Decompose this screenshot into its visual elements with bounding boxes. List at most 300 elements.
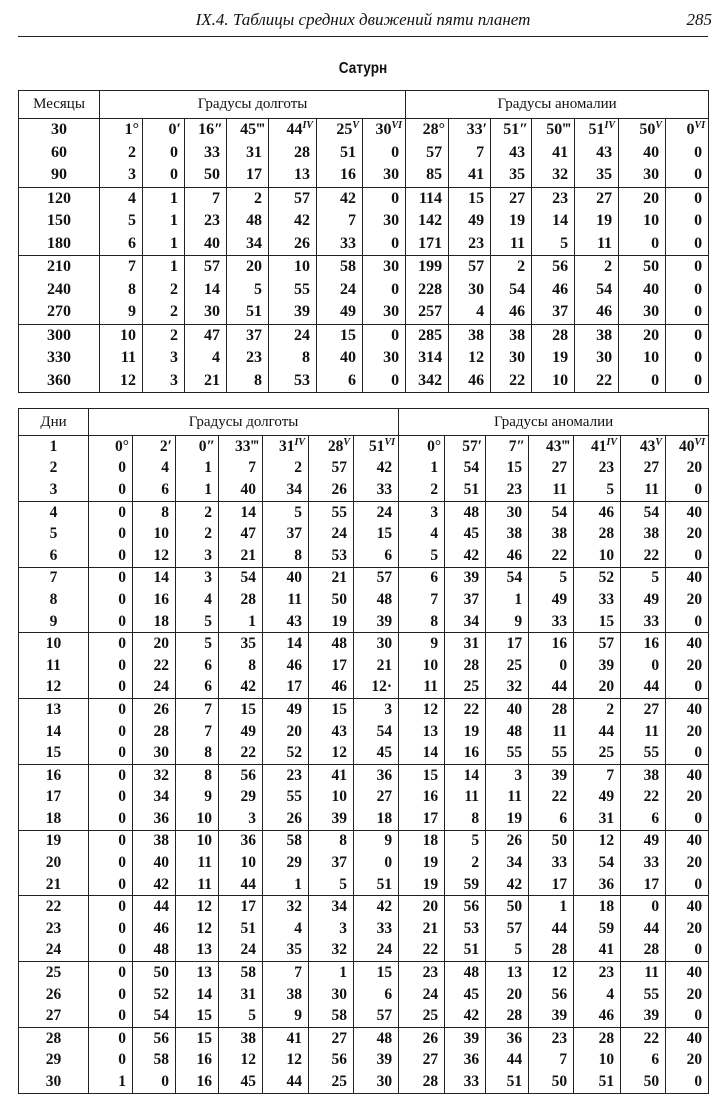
cell-value: 18: [153, 612, 169, 630]
cell-value: 28: [422, 1073, 439, 1091]
cell-value: 0: [694, 612, 703, 630]
cell-value: 42: [463, 1007, 480, 1025]
anomaly-cell: [399, 787, 445, 809]
cell-value: 50: [643, 258, 660, 276]
longitude-cell: [309, 764, 354, 786]
anomaly-cell: [399, 742, 445, 764]
anomaly-cell: [406, 164, 449, 187]
cell-value: 39: [294, 303, 310, 321]
cell-value: 0: [118, 766, 126, 784]
cell-value: 7: [430, 590, 439, 608]
anomaly-cell: [574, 1005, 621, 1027]
longitude-cell: [263, 1071, 309, 1093]
cell-value: 33: [551, 612, 568, 630]
cell-value: 28: [598, 525, 615, 543]
anomaly-cell: [574, 611, 621, 633]
cell-value: 39: [551, 1007, 568, 1025]
cell-value: 11: [197, 854, 212, 872]
anomaly-cell: [621, 940, 666, 962]
longitude-cell: [89, 852, 133, 874]
longitude-cell: [309, 1050, 354, 1072]
anomaly-cell: [666, 347, 709, 370]
anomaly-cell: [486, 852, 529, 874]
cell-value: 46: [153, 919, 169, 937]
cell-value: 12: [331, 744, 347, 762]
cell-value: 35: [509, 166, 526, 184]
cell-value: 25: [463, 678, 480, 696]
unit-mark: °: [122, 437, 129, 455]
cell-value: 30: [468, 280, 485, 298]
anomaly-cell: [621, 918, 666, 940]
cell-value: 23: [286, 766, 302, 784]
unit-mark: ′: [167, 437, 172, 455]
anomaly-cell: [529, 589, 574, 611]
anomaly-cell: [574, 1071, 621, 1093]
cell-value: 49: [643, 832, 660, 850]
cell-value: 54: [551, 503, 568, 521]
anomaly-cell: [486, 1005, 529, 1027]
cell-value: 38: [509, 326, 526, 344]
anomaly-cell: [529, 479, 574, 501]
longitude-cell: [317, 370, 363, 393]
table-row: [19, 874, 709, 896]
row-label: 23: [19, 918, 89, 940]
cell-value: 21: [331, 569, 347, 587]
cell-value: 5: [471, 832, 480, 850]
cell-value: 27: [596, 189, 613, 207]
anomaly-cell: [486, 589, 529, 611]
cell-value: 22: [422, 941, 439, 959]
longitude-cell: [176, 677, 219, 699]
cell-value: 0: [118, 898, 126, 916]
cell-value: 17: [551, 875, 568, 893]
cell-value: 33: [551, 854, 568, 872]
longitude-cell: [89, 721, 133, 743]
cell-value: 31: [240, 985, 256, 1003]
cell-value: 28: [551, 941, 568, 959]
longitude-cell: [89, 1071, 133, 1093]
cell-value: 10: [643, 212, 660, 230]
cell-value: 24: [376, 503, 393, 521]
table-row: [19, 164, 709, 187]
anomaly-cell: [445, 1005, 486, 1027]
longitude-cell: [317, 256, 363, 279]
cell-value: 0: [118, 503, 126, 521]
anomaly-cell: [666, 458, 709, 480]
cell-value: 5: [514, 941, 523, 959]
longitude-cell: [133, 479, 176, 501]
anomaly-cell: [666, 633, 709, 655]
cell-value: 39: [376, 1051, 393, 1069]
longitude-cell: [354, 1071, 399, 1093]
cell-value: 57: [598, 635, 615, 653]
anomaly-cell: [621, 764, 666, 786]
cell-value: 0: [651, 234, 660, 252]
cell-value: 24: [153, 678, 169, 696]
longitude-cell: [133, 436, 176, 458]
cell-value: 0: [170, 143, 178, 161]
cell-value: 12: [196, 919, 212, 937]
cell-value: 14: [286, 635, 302, 653]
cell-value: 10: [196, 832, 212, 850]
table-row: [19, 633, 709, 655]
longitude-cell: [263, 918, 309, 940]
cell-value: 2: [517, 258, 526, 276]
cell-value: 0: [118, 569, 126, 587]
cell-value: 19: [509, 212, 526, 230]
anomaly-cell: [491, 324, 532, 347]
longitude-cell: [143, 256, 185, 279]
cell-value: 20: [643, 326, 660, 344]
cell-value: 23: [422, 964, 439, 982]
cell-value: 40: [686, 635, 703, 653]
anomaly-cell: [621, 1028, 666, 1050]
cell-value: 36: [153, 809, 169, 827]
anomaly-cell: [445, 742, 486, 764]
cell-value: 56: [552, 258, 569, 276]
cell-value: 34: [331, 898, 347, 916]
anomaly-cell: [445, 852, 486, 874]
anomaly-cell: [529, 918, 574, 940]
cell-value: 21: [204, 371, 220, 389]
row-label: 7: [19, 567, 89, 589]
longitude-cell: [269, 164, 317, 187]
anomaly-cell: [445, 677, 486, 699]
anomaly-cell: [666, 1005, 709, 1027]
longitude-cell: [354, 458, 399, 480]
anomaly-cell: [574, 896, 621, 918]
cell-value: 55: [643, 744, 660, 762]
anomaly-cell: [486, 611, 529, 633]
anomaly-cell: [449, 119, 491, 142]
anomaly-cell: [529, 545, 574, 567]
unit-mark: ‴: [562, 121, 572, 139]
cell-value: 13: [422, 722, 439, 740]
longitude-cell: [317, 233, 363, 256]
cell-value: 30: [383, 258, 400, 276]
anomaly-cell: [529, 523, 574, 545]
cell-value: 0: [391, 371, 400, 389]
anomaly-cell: [486, 523, 529, 545]
anomaly-cell: [621, 852, 666, 874]
anomaly-cell: [575, 233, 619, 256]
table-row: [19, 436, 709, 458]
cell-value: 23: [598, 459, 615, 477]
anomaly-cell: [529, 436, 574, 458]
anomaly-cell: [574, 501, 621, 523]
anomaly-cell: [486, 567, 529, 589]
longitude-cell: [89, 501, 133, 523]
cell-value: 3: [128, 166, 136, 184]
unit-mark: °: [438, 121, 446, 139]
anomaly-cell: [666, 279, 709, 302]
cell-value: 37: [331, 854, 347, 872]
longitude-cell: [317, 119, 363, 142]
anomaly-cell: [621, 896, 666, 918]
table-row: [19, 279, 709, 302]
longitude-cell: [185, 256, 227, 279]
cell-value: 0: [686, 121, 695, 139]
longitude-cell: [354, 436, 399, 458]
cell-value: 29: [240, 788, 256, 806]
longitude-cell: [176, 830, 219, 852]
cell-value: 14: [240, 503, 256, 521]
cell-value: 8: [128, 280, 136, 298]
longitude-cell: [263, 742, 309, 764]
cell-value: 14: [463, 766, 480, 784]
anomaly-cell: [621, 1071, 666, 1093]
longitude-cell: [143, 301, 185, 324]
anomaly-cell: [621, 677, 666, 699]
longitude-cell: [89, 1028, 133, 1050]
cell-value: 20: [686, 788, 703, 806]
cell-value: 23: [246, 349, 262, 367]
anomaly-cell: [666, 256, 709, 279]
cell-value: 5: [606, 480, 615, 498]
cell-value: 22: [551, 788, 568, 806]
longitude-cell: [269, 210, 317, 233]
cell-value: 30: [204, 303, 220, 321]
cell-value: 8: [302, 349, 310, 367]
cell-value: 0: [118, 635, 126, 653]
anomaly-cell: [666, 545, 709, 567]
anomaly-cell: [399, 808, 445, 830]
longitude-cell: [354, 479, 399, 501]
longitude-cell: [269, 233, 317, 256]
longitude-cell: [89, 874, 133, 896]
anomaly-cell: [621, 633, 666, 655]
cell-value: 19: [552, 349, 569, 367]
anomaly-cell: [486, 874, 529, 896]
anomaly-cell: [399, 545, 445, 567]
anomaly-cell: [666, 896, 709, 918]
row-label: 150: [19, 210, 100, 233]
cell-value: 28: [598, 1029, 615, 1047]
cell-value: 12: [286, 1051, 302, 1069]
longitude-cell: [89, 896, 133, 918]
cell-value: 57: [331, 459, 347, 477]
longitude-cell: [309, 721, 354, 743]
cell-value: 2: [254, 189, 262, 207]
cell-value: 3: [339, 919, 347, 937]
table-row: [19, 324, 709, 347]
longitude-cell: [309, 962, 354, 984]
longitude-cell: [317, 164, 363, 187]
longitude-cell: [219, 1005, 263, 1027]
anomaly-cell: [666, 164, 709, 187]
cell-value: 20: [598, 678, 615, 696]
cell-value: 29: [286, 854, 302, 872]
row-label: 9: [19, 611, 89, 633]
anomaly-cell: [619, 142, 666, 165]
cell-value: 44: [286, 121, 303, 139]
cell-value: 57: [462, 437, 478, 455]
anomaly-cell: [619, 187, 666, 210]
cell-value: 38: [643, 766, 660, 784]
cell-value: 12: [196, 898, 212, 916]
cell-value: 3: [430, 503, 439, 521]
cell-value: 1: [124, 121, 133, 139]
cell-value: 15: [340, 326, 356, 344]
cell-value: 28: [327, 437, 344, 455]
table-row: [19, 1071, 709, 1093]
cell-value: 54: [598, 854, 615, 872]
cell-value: 0: [694, 546, 703, 564]
row-label: 15: [19, 742, 89, 764]
unit-mark: ″: [206, 437, 215, 455]
row-label: 19: [19, 830, 89, 852]
table-row: [19, 677, 709, 699]
cell-value: 32: [506, 678, 523, 696]
cell-value: 28: [422, 121, 439, 139]
longitude-cell: [354, 1028, 399, 1050]
cell-value: 45: [240, 1073, 256, 1091]
cell-value: 15: [331, 700, 347, 718]
longitude-cell: [263, 1005, 309, 1027]
anomaly-cell: [574, 458, 621, 480]
anomaly-cell: [666, 764, 709, 786]
cell-value: 41: [331, 766, 347, 784]
longitude-cell: [100, 279, 143, 302]
anomaly-cell: [399, 1005, 445, 1027]
cell-value: 28: [551, 700, 568, 718]
anomaly-cell: [529, 1028, 574, 1050]
cell-value: 40: [506, 700, 523, 718]
longitude-cell: [133, 458, 176, 480]
anomaly-cell: [666, 742, 709, 764]
cell-value: 15: [196, 1029, 212, 1047]
cell-value: 0: [118, 678, 126, 696]
cell-value: 0: [391, 143, 400, 161]
cell-value: 15: [376, 525, 393, 543]
anomaly-cell: [399, 479, 445, 501]
cell-value: 285: [418, 326, 443, 344]
cell-value: 0: [118, 459, 126, 477]
anomaly-cell: [574, 852, 621, 874]
months-table: [18, 90, 709, 393]
longitude-cell: [185, 233, 227, 256]
anomaly-cell: [445, 611, 486, 633]
cell-value: 1: [294, 875, 302, 893]
anomaly-cell: [445, 436, 486, 458]
anomaly-cell: [621, 787, 666, 809]
table-row: [19, 301, 709, 324]
table-row: [19, 523, 709, 545]
anomaly-cell: [445, 721, 486, 743]
longitude-cell: [133, 655, 176, 677]
cell-value: 5: [128, 212, 136, 230]
anomaly-cell: [449, 301, 491, 324]
anomaly-cell: [486, 787, 529, 809]
cell-value: 16: [422, 788, 439, 806]
cell-value: 46: [596, 303, 613, 321]
cell-value: 58: [331, 1007, 347, 1025]
cell-value: 55: [294, 280, 310, 298]
anomaly-cell: [575, 347, 619, 370]
anomaly-cell: [619, 233, 666, 256]
unit-mark: ′: [477, 437, 483, 455]
cell-value: 54: [240, 569, 256, 587]
cell-value: 11: [423, 678, 439, 696]
table-row: [19, 479, 709, 501]
longitude-cell: [219, 655, 263, 677]
cell-value: 4: [476, 303, 485, 321]
anomaly-cell: [399, 962, 445, 984]
anomaly-cell: [491, 187, 532, 210]
longitude-cell: [219, 1071, 263, 1093]
cell-value: 59: [463, 875, 480, 893]
longitude-cell: [176, 852, 219, 874]
longitude-cell: [309, 523, 354, 545]
cell-value: 22: [643, 788, 660, 806]
anomaly-cell: [666, 210, 709, 233]
cell-value: 22: [240, 744, 256, 762]
cell-value: 11: [120, 349, 136, 367]
cell-value: 342: [418, 371, 443, 389]
longitude-cell: [309, 479, 354, 501]
anomaly-cell: [619, 324, 666, 347]
cell-value: 6: [161, 480, 169, 498]
cell-value: 2: [294, 459, 302, 477]
anomaly-cell: [619, 210, 666, 233]
longitude-cell: [263, 1028, 309, 1050]
cell-value: 41: [552, 143, 569, 161]
cell-value: 1: [118, 1073, 126, 1091]
anomaly-cell: [666, 874, 709, 896]
cell-value: 2: [204, 525, 212, 543]
cell-value: 38: [468, 326, 485, 344]
longitude-cell: [263, 545, 309, 567]
cell-value: 40: [686, 766, 703, 784]
longitude-cell: [89, 742, 133, 764]
anomaly-cell: [621, 567, 666, 589]
anomaly-cell: [399, 940, 445, 962]
cell-value: 10: [153, 525, 169, 543]
unit-mark: °: [132, 121, 139, 139]
longitude-cell: [354, 940, 399, 962]
row-label: 60: [19, 142, 100, 165]
unit-mark: IV: [294, 436, 305, 448]
longitude-cell: [363, 233, 406, 256]
cell-value: 42: [506, 875, 523, 893]
cell-value: 4: [161, 459, 169, 477]
longitude-cell: [269, 119, 317, 142]
cell-value: 30: [375, 121, 392, 139]
cell-value: 0: [118, 1051, 126, 1069]
anomaly-cell: [491, 164, 532, 187]
longitude-cell: [133, 1050, 176, 1072]
unit-mark: IV: [604, 120, 616, 132]
cell-value: 57: [426, 143, 443, 161]
cell-value: 33: [643, 854, 660, 872]
cell-value: 30: [643, 166, 660, 184]
cell-value: 12: [120, 371, 136, 389]
row-label: 2: [19, 458, 89, 480]
cell-value: 48: [506, 722, 523, 740]
longitude-cell: [176, 436, 219, 458]
anomaly-cell: [486, 633, 529, 655]
cell-value: 45: [463, 985, 480, 1003]
cell-value: 46: [552, 280, 569, 298]
cell-value: 39: [551, 766, 568, 784]
longitude-cell: [354, 874, 399, 896]
longitude-cell: [309, 589, 354, 611]
cell-value: 39: [463, 569, 480, 587]
cell-value: 314: [418, 349, 443, 367]
longitude-cell: [263, 896, 309, 918]
cell-value: 6: [128, 234, 136, 252]
cell-value: 43: [639, 437, 656, 455]
